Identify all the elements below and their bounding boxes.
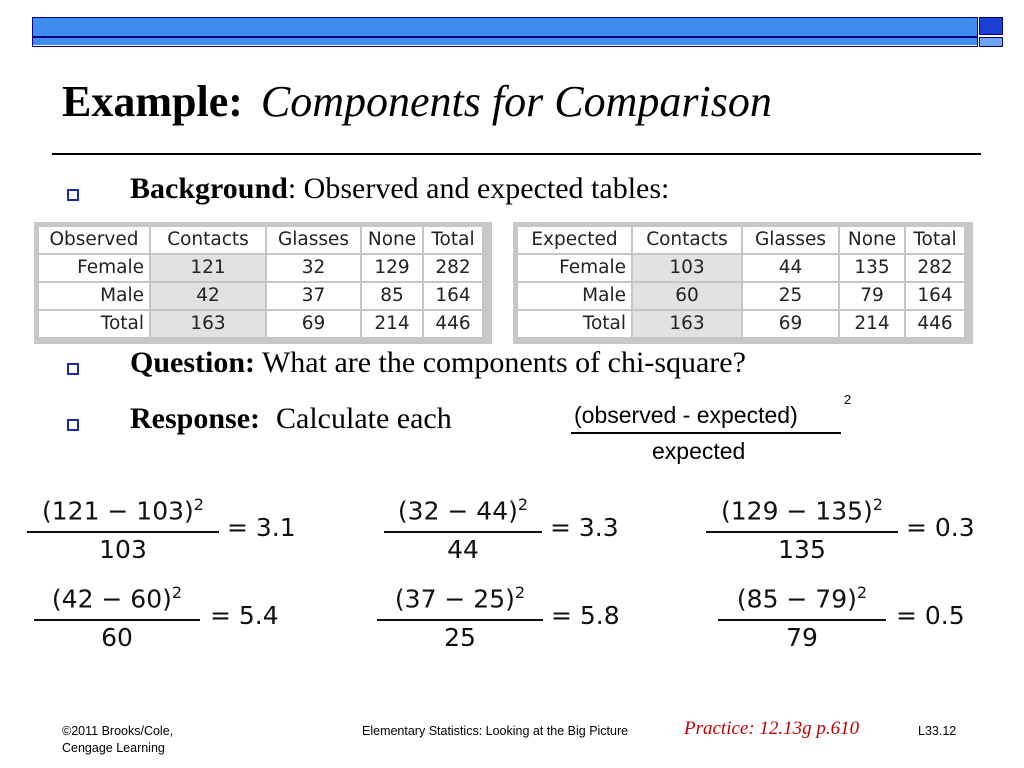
bullet-text: : Observed and expected tables: bbox=[287, 172, 670, 205]
table-cell: 164 bbox=[423, 282, 483, 310]
table-row bbox=[517, 310, 965, 338]
table-header: None bbox=[839, 226, 905, 254]
calc-result: = 5.4 bbox=[210, 601, 279, 630]
table-header: Total bbox=[423, 226, 483, 254]
table-header-row bbox=[517, 226, 965, 254]
table-cell: Total bbox=[38, 310, 150, 338]
table-cell: 135 bbox=[839, 254, 905, 282]
table-cell: 69 bbox=[266, 310, 361, 338]
calc-denominator: 60 bbox=[101, 623, 133, 652]
table-cell: Female bbox=[517, 254, 632, 282]
formula-numerator: (observed - expected) bbox=[574, 402, 798, 428]
formula-denominator: expected bbox=[652, 438, 746, 464]
observed-table bbox=[37, 225, 484, 339]
title-prefix: Example: bbox=[62, 77, 243, 126]
calc-fraction-bar bbox=[706, 531, 898, 533]
table-cell: 121 bbox=[150, 254, 266, 282]
calc-result: = 0.5 bbox=[896, 601, 965, 630]
practice-reference: Practice: 12.13g p.610 bbox=[684, 718, 860, 739]
title-decoration-bar bbox=[32, 17, 978, 47]
table-header: Total bbox=[905, 226, 965, 254]
table-cell: 129 bbox=[361, 254, 423, 282]
table-cell: Total bbox=[517, 310, 632, 338]
bullet-square-icon bbox=[67, 363, 79, 375]
calc-numerator: $(37 - 25)^2$ bbox=[394, 583, 526, 614]
calc-fraction-bar bbox=[377, 619, 543, 621]
calc-fraction-bar bbox=[718, 619, 886, 621]
table-cell: 214 bbox=[839, 310, 905, 338]
bullet-label: Response: bbox=[130, 402, 261, 435]
calc-fraction-bar bbox=[27, 531, 219, 533]
table-row bbox=[38, 254, 483, 282]
bullet-label: Background bbox=[130, 172, 288, 205]
footer-copyright-line2: Cengage Learning bbox=[62, 741, 165, 755]
bullet-response bbox=[130, 402, 452, 436]
title-main: Components for Comparison bbox=[260, 77, 772, 126]
table-cell: 214 bbox=[361, 310, 423, 338]
title-divider bbox=[52, 153, 981, 155]
calc-denominator: 135 bbox=[778, 535, 826, 564]
table-cell: 37 bbox=[266, 282, 361, 310]
table-cell: 446 bbox=[905, 310, 965, 338]
bullet-square-icon bbox=[67, 189, 79, 201]
calc-fraction-bar bbox=[34, 619, 200, 621]
table-cell: 282 bbox=[423, 254, 483, 282]
bullet-square-icon bbox=[67, 419, 79, 431]
calc-result: = 0.3 bbox=[906, 513, 975, 542]
table-cell: Female bbox=[38, 254, 150, 282]
table-cell: 69 bbox=[742, 310, 839, 338]
calc-numerator: $(85 - 79)^2$ bbox=[736, 583, 868, 614]
table-cell: 103 bbox=[632, 254, 742, 282]
calc-denominator: 103 bbox=[99, 535, 147, 564]
table-header: Glasses bbox=[266, 226, 361, 254]
table-cell: 85 bbox=[361, 282, 423, 310]
calc-numerator: $(129 - 135)^2$ bbox=[721, 495, 883, 526]
table-cell: Male bbox=[38, 282, 150, 310]
table-header: Glasses bbox=[742, 226, 839, 254]
calc-result: = 3.3 bbox=[550, 513, 619, 542]
calc-denominator: 25 bbox=[444, 623, 476, 652]
decoration-square-light bbox=[979, 37, 1003, 47]
table-header: Contacts bbox=[150, 226, 266, 254]
calc-result: = 3.1 bbox=[227, 513, 296, 542]
table-cell: 32 bbox=[266, 254, 361, 282]
calc-denominator: 44 bbox=[447, 535, 479, 564]
table-row bbox=[38, 282, 483, 310]
table-header: None bbox=[361, 226, 423, 254]
bullet-text: Calculate each bbox=[276, 402, 452, 435]
table-cell: 44 bbox=[742, 254, 839, 282]
bullet-label: Question: bbox=[130, 346, 256, 379]
bullet-text: What are the components of chi-square? bbox=[255, 346, 746, 379]
table-row bbox=[38, 310, 483, 338]
formula-fraction-bar bbox=[571, 432, 841, 434]
calc-numerator: $(32 - 44)^2$ bbox=[397, 495, 529, 526]
table-cell: 164 bbox=[905, 282, 965, 310]
decoration-square-dark bbox=[979, 17, 1003, 35]
calc-fraction-bar bbox=[384, 531, 542, 533]
slide-number: L33.12 bbox=[918, 724, 957, 738]
calc-numerator: $(42 - 60)^2$ bbox=[51, 583, 183, 614]
table-cell: 25 bbox=[742, 282, 839, 310]
bullet-background bbox=[130, 172, 669, 206]
table-cell: 42 bbox=[150, 282, 266, 310]
bullet-question bbox=[130, 346, 746, 380]
table-cell: 60 bbox=[632, 282, 742, 310]
table-header: Observed bbox=[38, 226, 150, 254]
table-header: Expected bbox=[517, 226, 632, 254]
footer-copyright-line1: ©2011 Brooks/Cole, bbox=[62, 724, 174, 738]
table-cell: 163 bbox=[632, 310, 742, 338]
formula-exponent: 2 bbox=[844, 392, 852, 407]
calc-denominator: 79 bbox=[786, 623, 818, 652]
table-row bbox=[517, 282, 965, 310]
table-row bbox=[517, 254, 965, 282]
table-header-row bbox=[38, 226, 483, 254]
footer-book-title: Elementary Statistics: Looking at the Big Picture bbox=[362, 724, 629, 738]
calc-numerator: $(121 - 103)^2$ bbox=[42, 495, 204, 526]
table-cell: Male bbox=[517, 282, 632, 310]
slide-title bbox=[62, 76, 772, 127]
table-cell: 79 bbox=[839, 282, 905, 310]
table-cell: 446 bbox=[423, 310, 483, 338]
expected-table bbox=[516, 225, 966, 339]
table-cell: 163 bbox=[150, 310, 266, 338]
table-cell: 282 bbox=[905, 254, 965, 282]
calc-result: = 5.8 bbox=[551, 601, 620, 630]
table-header: Contacts bbox=[632, 226, 742, 254]
